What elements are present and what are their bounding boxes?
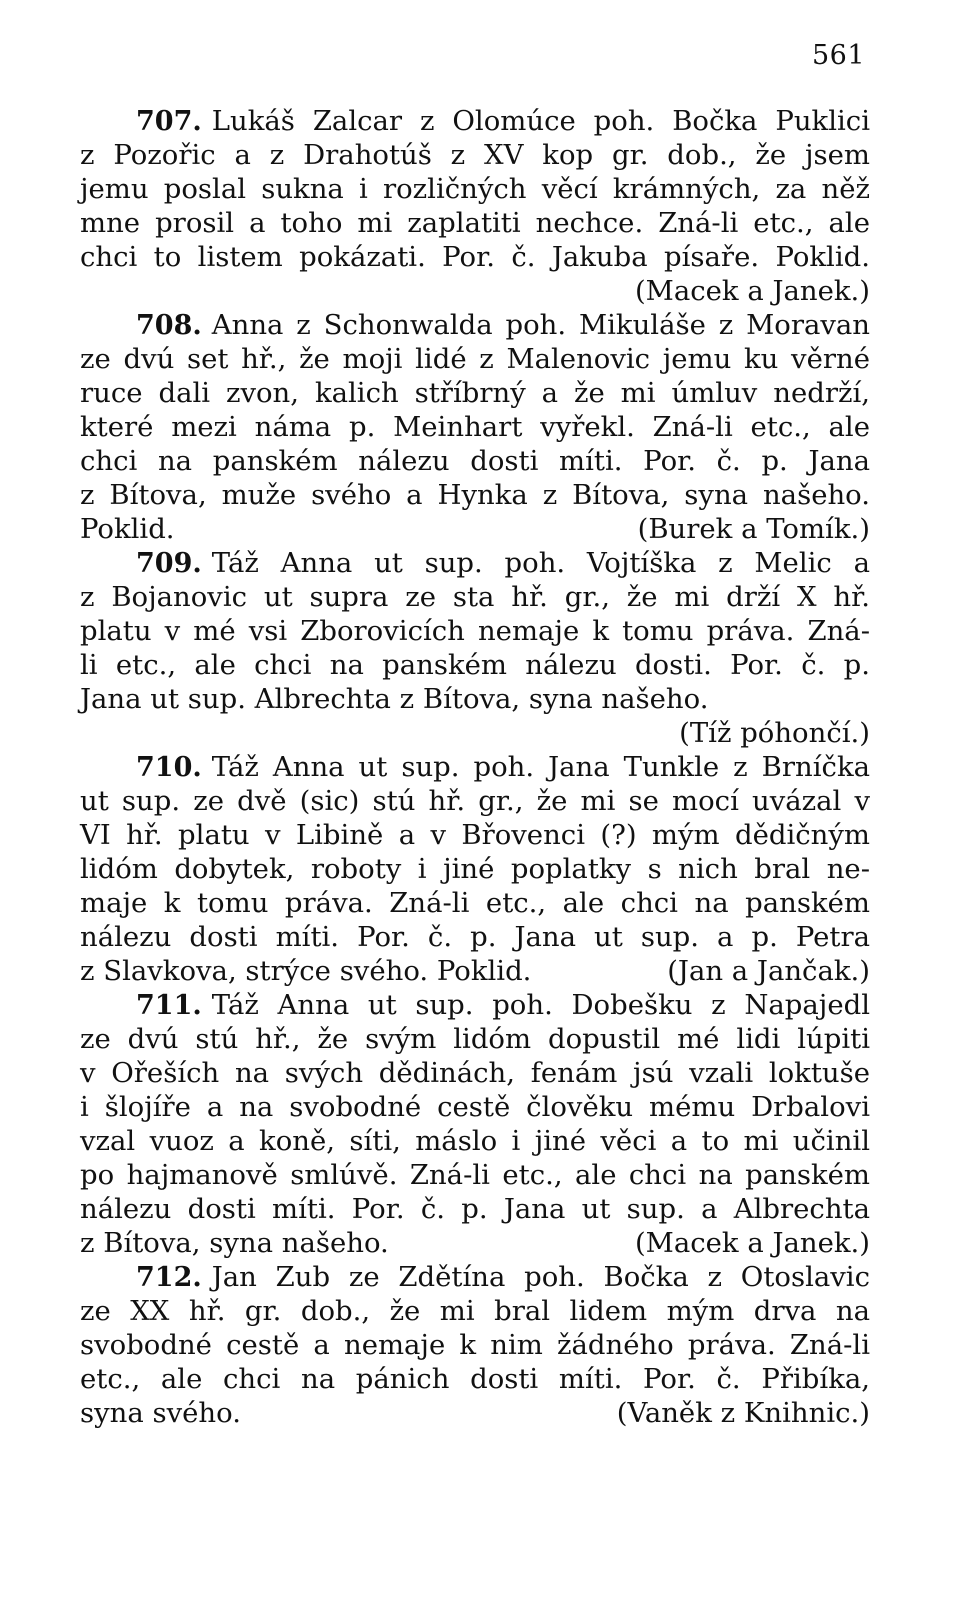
entry-line: 710. Táž Anna ut sup. poh. Jana Tunkle z Brníčka bbox=[136, 751, 870, 783]
entry-line: 707. Lukáš Zalcar z Olomúce poh. Bočka Puklici bbox=[136, 105, 870, 137]
entry-line: lidóm dobytek, roboty i jiné poplatky s nich bral ne- bbox=[80, 853, 870, 885]
entry-line: 711. Táž Anna ut sup. poh. Dobešku z Napajedl bbox=[136, 989, 870, 1021]
entry-line: ze XX hř. gr. dob., že mi bral lidem mým drva na bbox=[80, 1295, 870, 1327]
entry-number: 712. bbox=[136, 1262, 202, 1293]
entry-line: Poklid. (Burek a Tomík.) bbox=[80, 513, 870, 545]
entry-line: 709. Táž Anna ut sup. poh. Vojtíška z Melic a bbox=[136, 547, 870, 579]
entry-line: maje k tomu práva. Zná-li etc., ale chci na panském bbox=[80, 887, 870, 919]
entry-line: z Bojanovic ut supra ze sta hř. gr., že mi drží X hř. bbox=[80, 581, 870, 613]
entry-signature: (Macek a Janek.) bbox=[634, 275, 870, 307]
entry-line: které mezi náma p. Meinhart vyřekl. Zná-li etc., ale bbox=[80, 411, 870, 443]
entry-line: platu v mé vsi Zborovicích nemaje k tomu práva. Zná- bbox=[80, 615, 870, 647]
entry-line: VI hř. platu v Libině a v Břovenci (?) mým dědičným bbox=[80, 819, 870, 851]
entry-line: chci to listem pokázati. Por. č. Jakuba písaře. Poklid. bbox=[80, 241, 870, 273]
entry-number: 707. bbox=[136, 106, 202, 137]
entry-signature: (Vaněk z Knihnic.) bbox=[616, 1397, 870, 1429]
entry-line: ze dvú stú hř., že svým lidóm dopustil mé lidi lúpiti bbox=[80, 1023, 870, 1055]
entry-line: jemu poslal sukna i rozličných věcí krámných, za něž bbox=[80, 173, 870, 205]
entry-line: li etc., ale chci na panském nálezu dosti. Por. č. p. bbox=[80, 649, 870, 681]
entry-signature: (Tíž póhončí.) bbox=[679, 717, 870, 749]
entry-710 bbox=[80, 750, 870, 988]
entry-line: ut sup. ze dvě (sic) stú hř. gr., že mi se mocí uvázal v bbox=[80, 785, 870, 817]
entry-line: nálezu dosti míti. Por. č. p. Jana ut sup. a p. Petra bbox=[80, 921, 870, 953]
entry-line: po hajmanově smlúvě. Zná-li etc., ale chci na panském bbox=[80, 1159, 870, 1191]
entry-line: ze dvú set hř., že moji lidé z Malenovic jemu ku věrné bbox=[80, 343, 870, 375]
entry-line: z Slavkova, strýce svého. Poklid. (Jan a Jančak.) bbox=[80, 955, 870, 987]
entry-707 bbox=[80, 104, 870, 308]
entry-number: 709. bbox=[136, 548, 202, 579]
entry-signature: (Burek a Tomík.) bbox=[637, 513, 870, 545]
entry-line: z Bítova, muže svého a Hynka z Bítova, syna našeho. bbox=[80, 479, 870, 511]
entry-number: 708. bbox=[136, 310, 202, 341]
entry-line: z Bítova, syna našeho. (Macek a Janek.) bbox=[80, 1227, 870, 1259]
entry-number: 710. bbox=[136, 752, 202, 783]
entry-number: 711. bbox=[136, 990, 202, 1021]
entry-line: syna svého. (Vaněk z Knihnic.) bbox=[80, 1397, 870, 1429]
entry-709 bbox=[80, 546, 870, 750]
page-number: 561 bbox=[812, 40, 866, 71]
entry-line: Jana ut sup. Albrechta z Bítova, syna našeho. bbox=[80, 683, 709, 715]
entry-line: nálezu dosti míti. Por. č. p. Jana ut sup. a Albrechta bbox=[80, 1193, 870, 1225]
entry-line: i šlojíře a na svobodné cestě člověku mému Drbalovi bbox=[80, 1091, 870, 1123]
entry-line: mne prosil a toho mi zaplatiti nechce. Zná-li etc., ale bbox=[80, 207, 870, 239]
entry-line: ruce dali zvon, kalich stříbrný a že mi úmluv nedrží, bbox=[80, 377, 870, 409]
entry-line: chci na panském nálezu dosti míti. Por. č. p. Jana bbox=[80, 445, 870, 477]
entry-line: etc., ale chci na pánich dosti míti. Por. č. Přibíka, bbox=[80, 1363, 870, 1395]
entry-line: v Ořeších na svých dědinách, fenám jsú vzali loktuše bbox=[80, 1057, 870, 1089]
entry-line: 708. Anna z Schonwalda poh. Mikuláše z Moravan bbox=[136, 309, 870, 341]
entry-signature: (Jan a Jančak.) bbox=[667, 955, 870, 987]
entry-712 bbox=[80, 1260, 870, 1430]
entry-711 bbox=[80, 988, 870, 1260]
entry-line: 712. Jan Zub ze Zdětína poh. Bočka z Otoslavic bbox=[136, 1261, 870, 1293]
entry-708 bbox=[80, 308, 870, 546]
entry-line: svobodné cestě a nemaje k nim žádného práva. Zná-li bbox=[80, 1329, 870, 1361]
entry-line: z Pozořic a z Drahotúš z XV kop gr. dob., že jsem bbox=[80, 139, 870, 171]
entry-signature: (Macek a Janek.) bbox=[634, 1227, 870, 1259]
entry-line: vzal vuoz a koně, síti, máslo i jiné věci a to mi učinil bbox=[80, 1125, 870, 1157]
document-body bbox=[80, 104, 870, 1430]
